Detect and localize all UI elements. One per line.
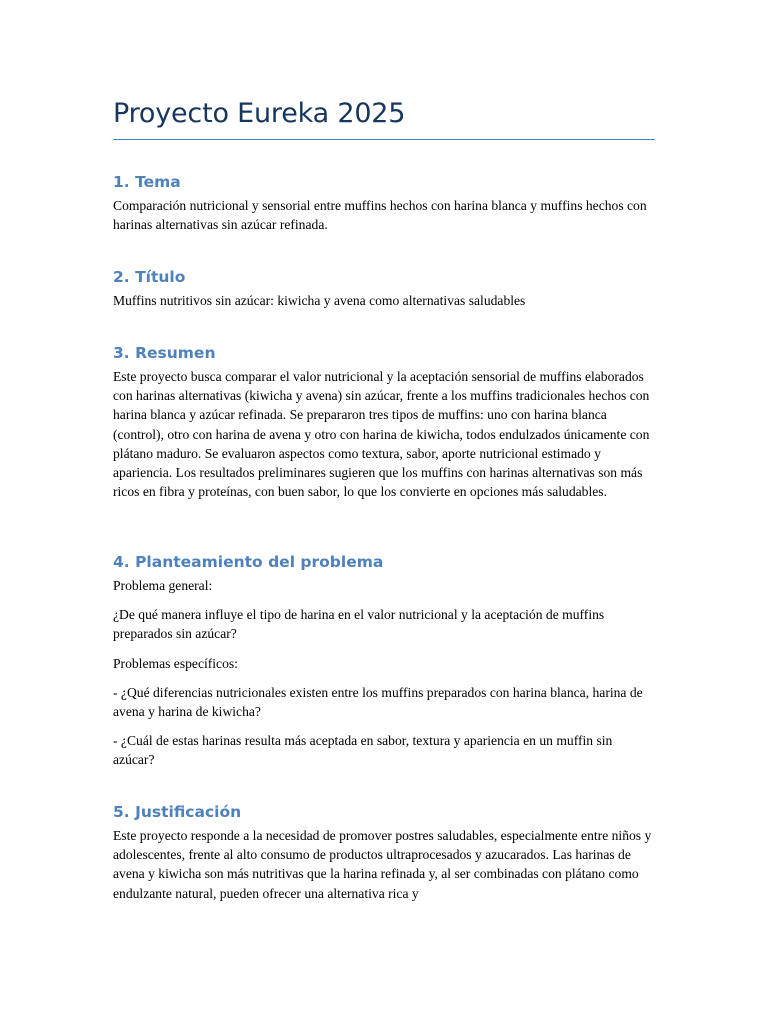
title-underline <box>113 139 655 140</box>
section-heading-planteamiento: 4. Planteamiento del problema <box>113 553 384 571</box>
section-tema <box>113 172 655 234</box>
section-heading-titulo: 2. Título <box>113 268 186 286</box>
section-paragraph: Este proyecto busca comparar el valor nutricional y la aceptación sensorial de muffins elaborados con harinas alternativas (kiwicha y avena) sin azúcar, frente a los muffins tradicionales hechos con harina blanca y azúcar refinada. Se prepararon tres tipos de muffins: uno con harina blanca (control), otro con harina de avena y otro con harina de kiwicha, todos endulzados únicamente con plátano maduro. Se evaluaron aspectos como textura, sabor, aporte nutricional estimado y apariencia. Los resultados preliminares sugieren que los muffins con harinas alternativas son más ricos en fibra y proteínas, con buen sabor, lo que los convierte en opciones más saludables. <box>113 369 650 500</box>
section-paragraph: Este proyecto responde a la necesidad de promover postres saludables, especialmente entre niños y adolescentes, frente al alto consumo de productos ultraprocesados y azucarados. Las harinas de avena y kiwicha son más nutritivas que la harina refinada y, al ser combinadas con plátano como endulzante natural, pueden ofrecer una alternativa rica y <box>113 828 652 901</box>
section-justificacion <box>113 802 655 903</box>
document-title: Proyecto Eureka 2025 <box>113 98 406 129</box>
section-titulo <box>113 267 655 310</box>
section-heading-resumen: 3. Resumen <box>113 344 216 362</box>
section-planteamiento <box>113 552 655 770</box>
section-paragraph: Muffins nutritivos sin azúcar: kiwicha y avena como alternativas saludables <box>113 293 526 308</box>
section-paragraph: - ¿Qué diferencias nutricionales existen entre los muffins preparados con harina blanca, harina de avena y harina de kiwicha? <box>113 684 643 720</box>
section-paragraph: ¿De qué manera influye el tipo de harina en el valor nutricional y la aceptación de muffins preparados sin azúcar? <box>113 607 605 642</box>
section-paragraph: Problema general: <box>113 578 213 593</box>
section-paragraph: Comparación nutricional y sensorial entre muffins hechos con harina blanca y muffins hechos con harinas alternativas sin azúcar refinada. <box>113 198 647 233</box>
section-heading-tema: 1. Tema <box>113 173 181 191</box>
section-paragraph: Problemas específicos: <box>113 655 238 671</box>
section-paragraph: - ¿Cuál de estas harinas resulta más aceptada en sabor, textura y apariencia en un muffin sin azúcar? <box>113 733 613 768</box>
section-resumen <box>113 343 655 501</box>
section-heading-justificacion: 5. Justificación <box>113 803 242 821</box>
